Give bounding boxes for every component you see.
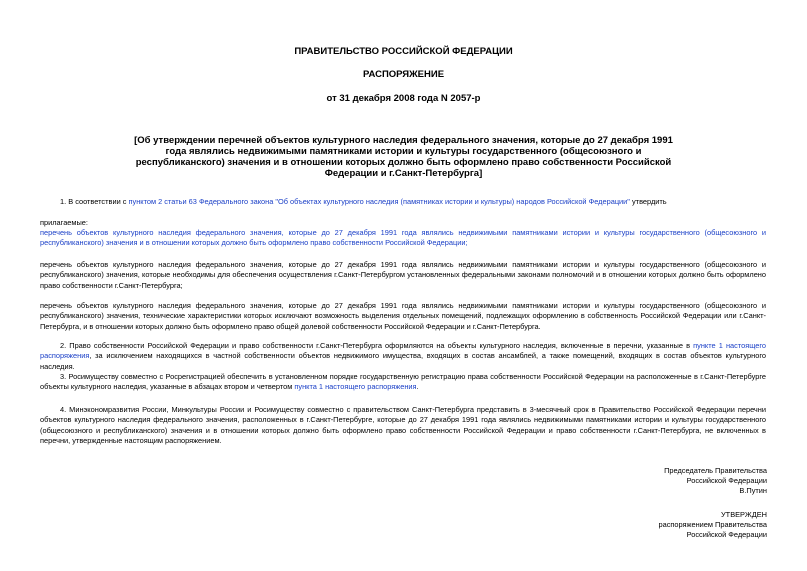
signature-name: В.Путин [739, 486, 767, 495]
list-item-spb: перечень объектов культурного наследия федерального значения, которые до 27 декабря 1991 года являлись недвижимыми памятниками истории и культуры государственного (общесоюзного и республиканского) значения, которые необходимы для обеспечения осуществления г.Санкт-Петербургом установленных федеральными законами полномочий и в отношении которых должно быть оформлено право собственности г.Санкт-Петербурга; [40, 260, 766, 290]
document-title: [Об утверждении перечней объектов культурного наследия федерального значения, которые до 27 декабря 1991 года являлись недвижимыми памятниками истории и культуры государственного (общесоюзного и республиканского) значения и в отношении которых должно быть оформлено право собственности Российской Федерации и г.Санкт-Петербурга] [134, 135, 673, 179]
paragraph-1 [60, 197, 770, 207]
attached-label: прилагаемые: [40, 218, 88, 227]
approval-label: УТВЕРЖДЕН [720, 510, 767, 519]
paragraph-3 [40, 372, 766, 393]
law-article-link[interactable]: пунктом 2 статьи 63 Федерального закона "Об объектах культурного наследия (памятниках истории и культуры) народов Российской Федерации" [128, 197, 630, 206]
signature-block [664, 466, 767, 496]
paragraph-3-text-before: 3. Росимуществу совместно с Росрегистрацией обеспечить в установленном порядке государственную регистрацию права собственности Российской Федерации на расположенные в г.Санкт-Петербурге объекты культурного наследия, указанные в абзацах втором и четвертом [40, 372, 766, 392]
approval-block [658, 510, 767, 540]
issuer-heading: ПРАВИТЕЛЬСТВО РОССИЙСКОЙ ФЕДЕРАЦИИ [294, 46, 513, 57]
list-item-federal-link[interactable]: перечень объектов культурного наследия федерального значения, которые до 27 декабря 1991 года являлись недвижимыми памятниками истории и культуры государственного (общесоюзного и республиканского) значения и в отношении которых должно быть оформлено право собственности Российской Федерации; [40, 228, 766, 248]
list-item-shared: перечень объектов культурного наследия федерального значения, которые до 27 декабря 1991 года являлись недвижимыми памятниками истории и культуры государственного (общесоюзного и республиканского) значения, технические характеристики которых исключают возможность выделения отдельных помещений, подлежащих оформлению в собственность Российской Федерации или г.Санкт-Петербурга, и в отношении которых должно быть оформлено право общей долевой собственности Российской Федерации и г.Санкт-Петербурга. [40, 301, 766, 331]
date-number-heading: от 31 декабря 2008 года N 2057-р [326, 93, 481, 104]
paragraph-4: 4. Минэкономразвития России, Минкультуры России и Росимуществу совместно с правительством Санкт-Петербурга представить в 3-месячный срок в Правительство Российской Федерации перечни объектов культурного наследия федерального значения, расположенных в г.Санкт-Петербурге, которые до 27 декабря 1991 года являлись недвижимыми памятниками истории и культуры государственного (общесоюзного и республиканского) значения и в отношении которых должно быть оформлено право собственности Российской Федерации и право собственности г.Санкт-Петербурга, не включенных в перечни, утвержденные настоящим распоряжением. [40, 405, 766, 446]
signature-position: Председатель Правительства [664, 466, 767, 475]
paragraph-1-reference-link[interactable]: пункте 1 настоящего распоряжения [40, 341, 766, 361]
paragraph-1-reference-link-2[interactable]: пункта 1 настоящего распоряжения [294, 382, 417, 392]
paragraph-2-text-after: , за исключением находящихся в частной собственности объектов недвижимого имущества, входящих в состав ансамблей, а также помещений, входящих в состав объектов культурного наследия. [40, 351, 766, 371]
paragraph-2-text-before: 2. Право собственности Российской Федерации и право собственности г.Санкт-Петербурга оформляются на объекты культурного наследия, включенные в перечни, указанные в [60, 341, 694, 350]
approval-source: распоряжением Правительства [658, 520, 767, 529]
doc-type-heading: РАСПОРЯЖЕНИЕ [362, 69, 445, 80]
approval-organization: Российской Федерации [686, 530, 767, 539]
paragraph-1-text-before: 1. В соответствии с [60, 197, 129, 206]
paragraph-1-text-after: утвердить [629, 197, 667, 206]
paragraph-2 [40, 341, 766, 372]
signature-organization: Российской Федерации [686, 476, 767, 485]
paragraph-3-text-after: . [416, 382, 419, 392]
